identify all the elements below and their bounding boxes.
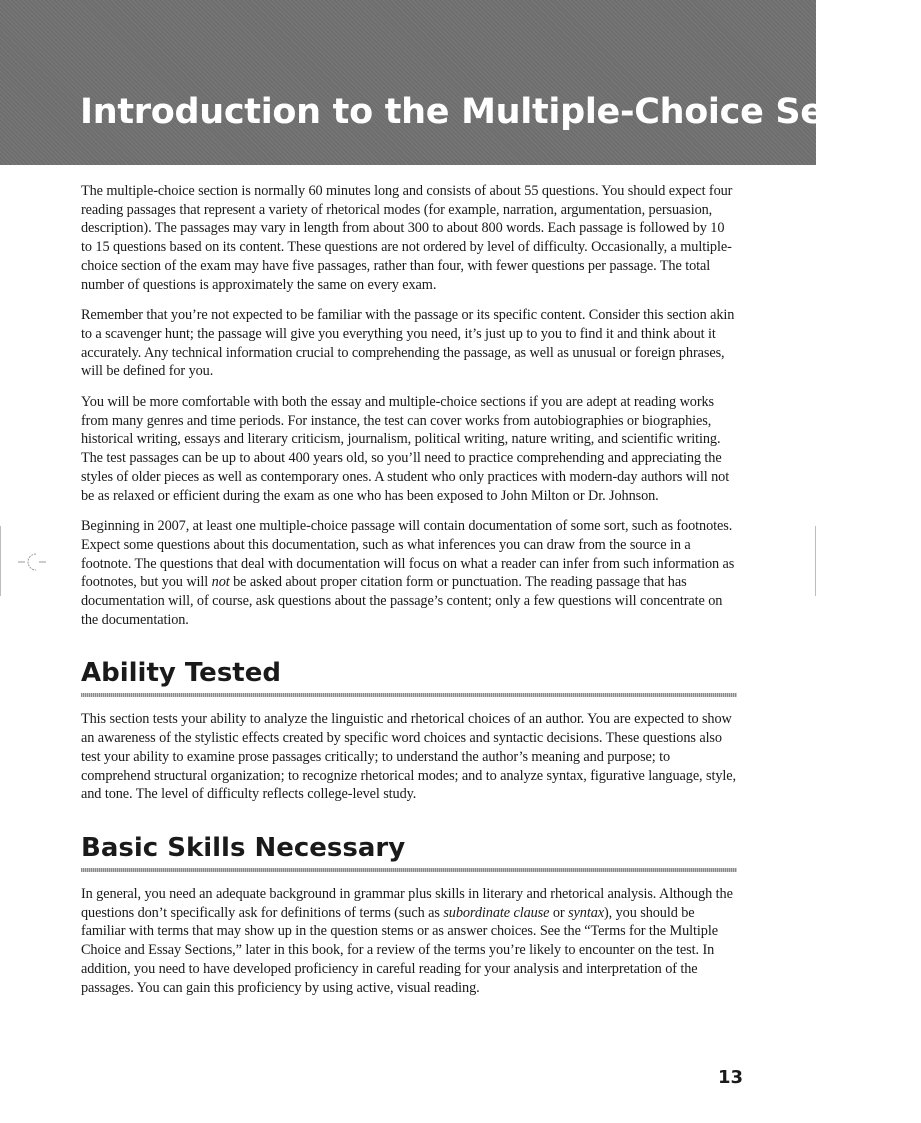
right-trim-line xyxy=(815,526,816,596)
intro-paragraph-4-part-1: Beginning in 2007, at least one multiple-choice passage will contain documentation of some sort, such as footnotes. Expect some questions about this documentation, such as what inferences you can draw from the source in a footnote. The questions that deal with documentation will focus on what a reader can infer from such information as footnotes, but you will xyxy=(81,518,735,591)
skills-paragraph-part-2: ), you should be familiar with terms that may show up in the question stems or as answer choices. See the “Terms for the Multiple Choice and Essay Sections,” later in this book, for a review of the terms you’re likely to encounter on the test. In addition, you need to have developed proficiency in careful reading for your analysis and interpretation of the passages. You can gain this proficiency by using active, visual reading. xyxy=(81,904,718,996)
chapter-title: Introduction to the Multiple-Choice Section xyxy=(80,92,921,132)
emphasis-not: not xyxy=(211,574,230,591)
ability-tested-heading: Ability Tested xyxy=(81,658,281,689)
term-subordinate-clause: subordinate clause xyxy=(443,904,550,921)
basic-skills-heading: Basic Skills Necessary xyxy=(81,832,406,863)
intro-paragraph-4 xyxy=(81,517,737,629)
skills-paragraph xyxy=(81,885,737,997)
intro-paragraph-1: The multiple-choice section is normally 60 minutes long and consists of about 55 questions. You should expect four reading passages that represent a variety of rhetorical modes (for example, narration, argumentation, persuasion, description). The passages may vary in length from about 300 to about 800 words. Each passage is followed by 10 to 15 questions based on its content. These questions are not ordered by level of difficulty. Occasionally, a multiple-choice section of the exam may have five passages, rather than four, with fewer questions per passage. The total number of questions is approximately the same on every exam. xyxy=(81,183,733,293)
intro-paragraph-3: You will be more comfortable with both the essay and multiple-choice sections if you are adept at reading works from many genres and time periods. For instance, the test can cover works from autobiographies or biographies, historical writing, essays and literary criticism, journalism, political writing, nature writing, and scientific writing. The test passages can be up to about 400 years old, so you’ll need to practice comprehending and appreciating the styles of older pieces as well as contemporary ones. A student who only practices with modern-day authors will not be as relaxed or efficient during the exam as one who has been exposed to John Milton or Dr. Johnson. xyxy=(81,394,730,504)
heading-rule xyxy=(81,693,737,697)
intro-paragraph-2: Remember that you’re not expected to be familiar with the passage or its specific content. Consider this section akin to a scavenger hunt; the passage will give you everything you need, it’s just up to you to find it and think about it accurately. Any technical information crucial to comprehending the passage, as well as unusual or foreign phrases, will be defined for you. xyxy=(81,307,735,380)
page-number: 13 xyxy=(718,1067,744,1088)
term-syntax: syntax xyxy=(568,904,604,921)
heading-rule xyxy=(81,868,737,872)
page-content xyxy=(81,182,737,1009)
skills-paragraph-conjunction: or xyxy=(549,904,569,921)
registration-mark-icon xyxy=(18,548,46,574)
intro-paragraph-4-part-2: be asked about proper citation form or punctuation. The reading passage that has documentation will, of course, ask questions about the passage’s content; only a few questions will concentrate on the documentation. xyxy=(81,574,723,628)
ability-paragraph: This section tests your ability to analyze the linguistic and rhetorical choices of an author. You are expected to show an awareness of the stylistic effects created by specific word choices and syntactic decisions. These questions also test your ability to examine prose passages critically; to understand the author’s meaning and purpose; to comprehend structural organization; to recognize rhetorical modes; and to analyze syntax, figurative language, style, and tone. The level of difficulty reflects college-level study. xyxy=(81,711,736,803)
chapter-banner xyxy=(0,0,921,165)
left-trim-line xyxy=(0,526,1,596)
skills-paragraph-part-1: In general, you need an adequate background in grammar plus skills in literary and rhetorical analysis. Although the questions don’t specifically ask for definitions of terms (such as xyxy=(81,885,733,921)
